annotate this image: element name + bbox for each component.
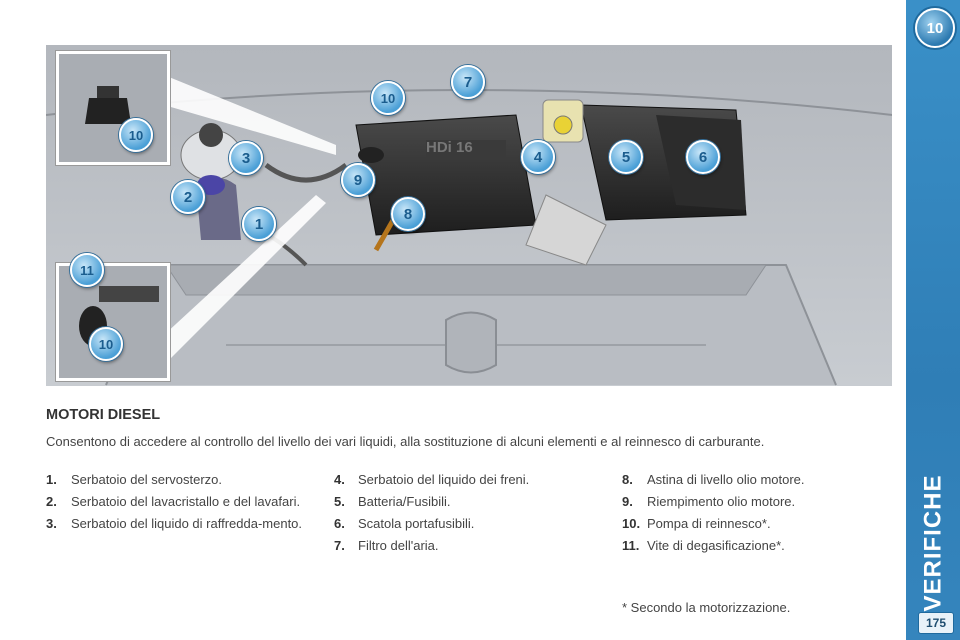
callout-10-inset-top: 10 bbox=[119, 118, 153, 152]
sidebar-title bbox=[912, 470, 954, 615]
legend-item bbox=[622, 494, 882, 509]
intro-text: Consentono di accedere al controllo del livello dei vari liquidi, alla sostituzione di alcuni elementi e al reinnesco di carburante. bbox=[46, 434, 765, 449]
legend-item bbox=[622, 538, 882, 553]
sidebar-title-text: VERIFICHE bbox=[919, 473, 947, 612]
legend-number: 8. bbox=[622, 472, 633, 487]
page-number: 175 bbox=[918, 612, 954, 634]
callout-11: 11 bbox=[70, 253, 104, 287]
legend-text: Astina di livello olio motore. bbox=[647, 472, 805, 487]
legend-item bbox=[622, 516, 882, 531]
callout-7: 7 bbox=[451, 65, 485, 99]
legend-item bbox=[334, 516, 594, 531]
legend-text: Serbatoio del liquido di raffredda-mento. bbox=[71, 516, 303, 531]
inset-priming-pump bbox=[56, 51, 170, 165]
callout-10-engine: 10 bbox=[371, 81, 405, 115]
legend-text: Serbatoio del servosterzo. bbox=[71, 472, 223, 487]
legend-item bbox=[46, 516, 316, 531]
engine-cover-label: HDi 16 bbox=[426, 139, 473, 156]
legend-number: 9. bbox=[622, 494, 633, 509]
legend-number: 7. bbox=[334, 538, 345, 553]
legend-number: 10. bbox=[622, 516, 641, 531]
callout-10-inset-bottom: 10 bbox=[89, 327, 123, 361]
legend-number: 3. bbox=[46, 516, 57, 531]
legend-item bbox=[46, 472, 316, 487]
callout-3: 3 bbox=[229, 141, 263, 175]
legend-text: Serbatoio del liquido dei freni. bbox=[358, 472, 530, 487]
legend-column-3 bbox=[622, 472, 882, 560]
callout-6: 6 bbox=[686, 140, 720, 174]
legend-column-2 bbox=[334, 472, 594, 560]
callout-1: 1 bbox=[242, 207, 276, 241]
legend-number: 11. bbox=[622, 538, 640, 553]
engine-bay-illustration bbox=[46, 45, 892, 386]
legend-number: 5. bbox=[334, 494, 345, 509]
footnote: * Secondo la motorizzazione. bbox=[622, 600, 791, 615]
legend-text: Scatola portafusibili. bbox=[358, 516, 475, 531]
legend-number: 2. bbox=[46, 494, 57, 509]
callout-5: 5 bbox=[609, 140, 643, 174]
callout-2: 2 bbox=[171, 180, 205, 214]
legend-text: Riempimento olio motore. bbox=[647, 494, 796, 509]
callout-4: 4 bbox=[521, 140, 555, 174]
legend-number: 4. bbox=[334, 472, 345, 487]
legend-item bbox=[334, 472, 594, 487]
priming-pump-drawing bbox=[59, 54, 167, 162]
legend-text: Vite di degasificazione*. bbox=[647, 538, 785, 553]
legend-item bbox=[334, 494, 594, 509]
legend-text: Batteria/Fusibili. bbox=[358, 494, 451, 509]
callout-8: 8 bbox=[391, 197, 425, 231]
legend-text: Serbatoio del lavacristallo e del lavafari. bbox=[71, 494, 301, 509]
legend-text: Pompa di reinnesco*. bbox=[647, 516, 771, 531]
chapter-number: 10 bbox=[926, 19, 944, 37]
legend-column-1 bbox=[46, 472, 316, 538]
legend-item bbox=[622, 472, 882, 487]
callout-9: 9 bbox=[341, 163, 375, 197]
chapter-badge bbox=[915, 8, 955, 48]
section-title: MOTORI DIESEL bbox=[46, 407, 161, 423]
legend-item bbox=[334, 538, 594, 553]
legend-item bbox=[46, 494, 316, 509]
legend-text: Filtro dell'aria. bbox=[358, 538, 439, 553]
legend-number: 1. bbox=[46, 472, 57, 487]
legend-number: 6. bbox=[334, 516, 345, 531]
